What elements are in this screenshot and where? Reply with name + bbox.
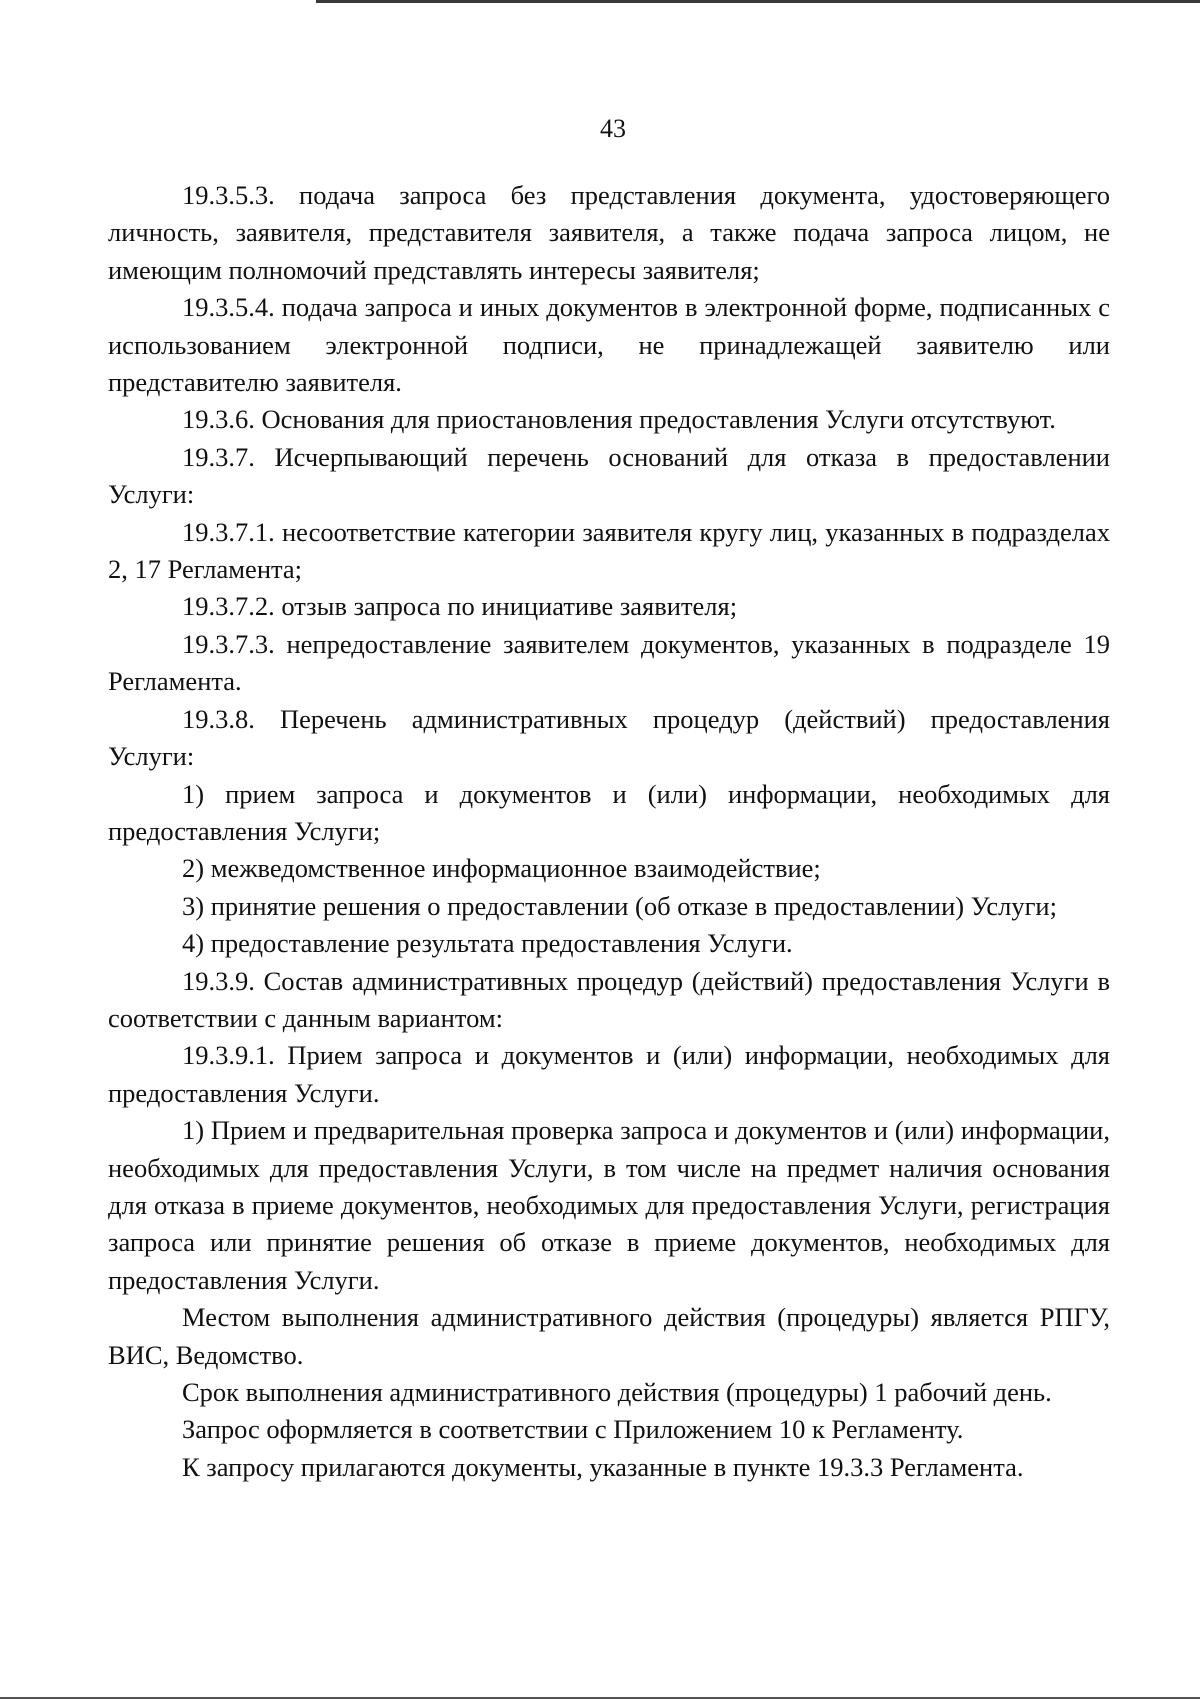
paragraph-19-3-7-2: 19.3.7.2. отзыв запроса по инициативе заявителя; bbox=[182, 591, 738, 622]
top-edge-rule bbox=[316, 0, 1200, 3]
list-item-1: 1) прием запроса и документов и (или) информации, необходимых для предоставления Услуги; bbox=[108, 778, 1110, 846]
page-number: 43 bbox=[600, 114, 626, 143]
paragraph-19-3-6: 19.3.6. Основания для приостановления предоставления Услуги отсутствуют. bbox=[182, 404, 1056, 435]
procedure-item-1: 1) Прием и предварительная проверка запроса и документов и (или) информации, необходимых для предоставления Услуги, в том числе на предмет наличия основания для отказа в приеме документов, необходимых для предоставления Услуги, регистрация запроса или принятие решения об отказе в приеме документов, необходимых для предоставления Услуги. bbox=[108, 1115, 1110, 1295]
paragraph-19-3-7-3: 19.3.7.3. непредоставление заявителем документов, указанных в подразделе 19 Регламента. bbox=[108, 628, 1110, 697]
paragraph-19-3-9-1: 19.3.9.1. Прием запроса и документов и (или) информации, необходимых для предоставления Услуги. bbox=[108, 1040, 1110, 1108]
list-item-2: 2) межведомственное информационное взаимодействие; bbox=[182, 853, 821, 884]
paragraph-19-3-8: 19.3.8. Перечень административных процедур (действий) предоставления Услуги: bbox=[108, 703, 1110, 772]
paragraph-request-form: Запрос оформляется в соответствии с Приложением 10 к Регламенту. bbox=[182, 1414, 964, 1445]
paragraph-19-3-7: 19.3.7. Исчерпывающий перечень оснований для отказа в предоставлении Услуги: bbox=[108, 441, 1110, 510]
paragraph-execution-term: Срок выполнения административного действия (процедуры) 1 рабочий день. bbox=[182, 1377, 1052, 1407]
paragraph-attached-documents: К запросу прилагаются документы, указанные в пункте 19.3.3 Регламента. bbox=[182, 1451, 1024, 1482]
paragraph-19-3-5-4: 19.3.5.4. подача запроса и иных документов в электронной форме, подписанных с использованием электронной подписи, не принадлежащей заявителю или представителю заявителя. bbox=[108, 292, 1110, 398]
document-body bbox=[108, 177, 1110, 1486]
list-item-4: 4) предоставление результата предоставления Услуги. bbox=[182, 928, 793, 959]
paragraph-19-3-7-1: 19.3.7.1. несоответствие категории заявителя кругу лиц, указанных в подразделах 2, 17 Регламента; bbox=[108, 516, 1110, 585]
list-item-3: 3) принятие решения о предоставлении (об отказе в предоставлении) Услуги; bbox=[182, 890, 1057, 921]
paragraph-place-of-execution: Местом выполнения административного действия (процедуры) является РПГУ, ВИС, Ведомство. bbox=[108, 1302, 1110, 1370]
paragraph-19-3-5-3: 19.3.5.3. подача запроса без представления документа, удостоверяющего личность, заявителя, представителя заявителя, а также подача запроса лицом, не имеющим полномочий представлять интересы заявителя; bbox=[108, 180, 1110, 285]
paragraph-19-3-9: 19.3.9. Состав административных процедур (действий) предоставления Услуги в соответствии с данным вариантом: bbox=[108, 965, 1110, 1033]
